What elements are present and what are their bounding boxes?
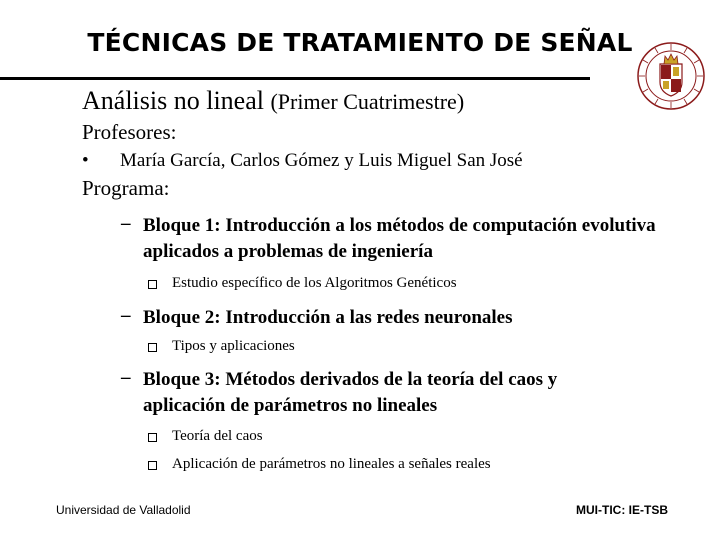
course-heading (82, 86, 464, 116)
dash-icon: – (121, 213, 131, 234)
square-bullet-icon (148, 461, 157, 470)
block-title: Bloque 3: Métodos derivados de la teoría del caos y aplicación de parámetros no lineales (143, 369, 558, 416)
course-term: (Primer Cuatrimestre) (270, 89, 465, 114)
program-block-1 (121, 213, 661, 265)
square-bullet-icon (148, 433, 157, 442)
block-item: Teoría del caos (172, 428, 263, 444)
program-label: Programa: (82, 176, 170, 200)
block-item: Aplicación de parámetros no lineales a señales reales (172, 456, 491, 472)
professors-list-item (82, 150, 523, 172)
block-title: Bloque 1: Introducción a los métodos de computación evolutiva aplicados a problemas de ingeniería (143, 215, 656, 262)
program-block-3 (121, 367, 641, 419)
bullet-icon: • (82, 150, 89, 171)
program-block-2 (121, 305, 661, 331)
university-seal-icon (634, 40, 708, 112)
block-item: Tipos y aplicaciones (172, 338, 295, 354)
course-name: Análisis no lineal (82, 86, 264, 115)
professors-label: Profesores: (82, 120, 177, 144)
block-item: Estudio específico de los Algoritmos Genéticos (172, 275, 457, 291)
block-title: Bloque 2: Introducción a las redes neuronales (143, 307, 513, 328)
slide-title: TÉCNICAS DE TRATAMIENTO DE SEÑAL (87, 28, 633, 57)
title-divider (0, 77, 590, 80)
square-bullet-icon (148, 343, 157, 352)
footer-university: Universidad de Valladolid (56, 503, 191, 517)
square-bullet-icon (148, 280, 157, 289)
dash-icon: – (121, 367, 131, 388)
dash-icon: – (121, 305, 131, 326)
footer-course-code: MUI-TIC: IE-TSB (576, 503, 668, 517)
professors-names: María García, Carlos Gómez y Luis Miguel San José (120, 150, 523, 171)
